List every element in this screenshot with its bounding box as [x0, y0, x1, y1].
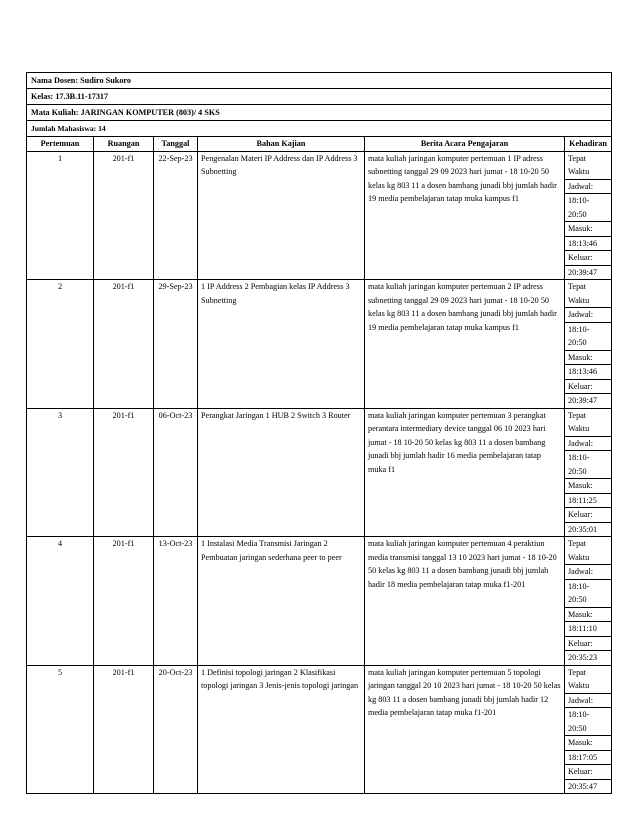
- table-row: [27, 537, 612, 666]
- cell-tanggal: 06-Oct-23: [154, 408, 198, 537]
- kehadiran-line: Tepat Waktu: [565, 280, 611, 308]
- cell-pertemuan: 5: [27, 665, 94, 794]
- kehadiran-line: 20:39:47: [568, 267, 598, 277]
- kehadiran-line: Jadwal:: [565, 308, 611, 323]
- cell-kehadiran: [565, 408, 612, 537]
- cell-pertemuan: 3: [27, 408, 94, 537]
- cell-ruangan: 201-f1: [94, 665, 154, 794]
- kehadiran-line: Masuk:: [565, 351, 611, 366]
- dosen-line: Nama Dosen: Sudiro Sukoro: [27, 73, 612, 89]
- kehadiran-line: 18:10-20:50: [565, 194, 611, 222]
- kehadiran-line: 18:17:05: [565, 751, 611, 766]
- cell-bahan: Perangkat Jaringan 1 HUB 2 Switch 3 Router: [198, 408, 365, 537]
- kehadiran-line: Masuk:: [565, 736, 611, 751]
- column-header-row: [27, 137, 612, 152]
- kehadiran-line: Tepat Waktu: [565, 537, 611, 565]
- attendance-table: [26, 72, 612, 794]
- kehadiran-line: Masuk:: [565, 608, 611, 623]
- kehadiran-line: 20:39:47: [568, 396, 598, 405]
- kehadiran-line: 20:35:47: [568, 781, 598, 791]
- kehadiran-line: 18:10-20:50: [565, 323, 611, 351]
- kehadiran-line: Jadwal:: [565, 565, 611, 580]
- kehadiran-line: 18:13:46: [565, 365, 611, 380]
- document-page: [26, 72, 611, 794]
- kehadiran-line: Keluar:: [565, 508, 611, 523]
- table-row: [27, 408, 612, 537]
- table-row: [27, 280, 612, 409]
- kehadiran-line: Keluar:: [565, 380, 611, 395]
- kehadiran-line: Jadwal:: [565, 437, 611, 452]
- cell-tanggal: 20-Oct-23: [154, 665, 198, 794]
- cell-berita: mata kuliah jaringan komputer pertemuan 1 IP adress subnetting tanggal 29 09 2023 hari jumat - 18 10-20 50 kelas kg 803 11 a dosen bambang junadi bbj jumlah hadir 19 media pembelajaran tatap muka kampus f1: [365, 151, 565, 280]
- cell-kehadiran: [565, 280, 612, 409]
- kehadiran-line: Jadwal:: [565, 694, 611, 709]
- kehadiran-line: Masuk:: [565, 479, 611, 494]
- table-row: [27, 665, 612, 794]
- cell-berita: mata kuliah jaringan komputer pertemuan 5 topologi jaringan tanggal 20 10 2023 hari jumat - 18 10-20 50 kelas kg 803 11 a dosen bambang junadi bbj jumlah hadir 12 media pembelajaran tatap muka f1-201: [365, 665, 565, 794]
- kehadiran-line: 18:11:25: [565, 494, 611, 509]
- kehadiran-line: Keluar:: [565, 251, 611, 266]
- kehadiran-line: Tepat Waktu: [565, 409, 611, 437]
- kehadiran-line: Jadwal:: [565, 180, 611, 195]
- cell-bahan: 1 Definisi topologi jaringan 2 Klasifikasi topologi jaringan 3 Jenis-jenis topologi jaringan: [198, 665, 365, 794]
- kelas-line: Kelas: 17.3B.11-17317: [27, 89, 612, 105]
- cell-tanggal: 13-Oct-23: [154, 537, 198, 666]
- cell-pertemuan: 2: [27, 280, 94, 409]
- col-tanggal: Tanggal: [154, 137, 198, 152]
- cell-pertemuan: 1: [27, 151, 94, 280]
- kehadiran-line: 18:13:46: [565, 237, 611, 252]
- kehadiran-line: 18:11:10: [565, 622, 611, 637]
- kehadiran-line: 18:10-20:50: [565, 708, 611, 736]
- kehadiran-line: 18:10-20:50: [565, 580, 611, 608]
- table-row: [27, 151, 612, 280]
- cell-berita: mata kuliah jaringan komputer pertemuan 4 peraktiun media transmisi tanggal 13 10 2023 hari jumat - 18 10-20 50 kelas kg 803 11 a dosen bambang junadi bbj jumlah hadir 18 media pembelajaran tatap muka f1-201: [365, 537, 565, 666]
- kehadiran-line: Tepat Waktu: [565, 152, 611, 180]
- cell-ruangan: 201-f1: [94, 151, 154, 280]
- cell-ruangan: 201-f1: [94, 280, 154, 409]
- cell-kehadiran: [565, 537, 612, 666]
- col-pertemuan: Pertemuan: [27, 137, 94, 152]
- cell-bahan: 1 Instalasi Media Transmisi Jaringan 2 Pembuatan jaringan sederhana peer to peer: [198, 537, 365, 666]
- kehadiran-line: 20:35:23: [568, 653, 598, 662]
- kehadiran-line: Masuk:: [565, 222, 611, 237]
- kehadiran-line: 20:35:01: [568, 524, 598, 534]
- cell-kehadiran: [565, 151, 612, 280]
- cell-bahan: 1 IP Address 2 Pembagian kelas IP Address 3 Subnetting: [198, 280, 365, 409]
- cell-berita: mata kuliah jaringan komputer pertemuan 3 perangkat perantara intermediary device tanggal 06 10 2023 hari jumat - 18 10-20 50 kelas kg 803 11 a dosen bambang junadi bbj jumlah hadir 16 media pembelajaran tatap muka f1: [365, 408, 565, 537]
- col-ruangan: Ruangan: [94, 137, 154, 152]
- col-bahan: Bahan Kajian: [198, 137, 365, 152]
- cell-berita: mata kuliah jaringan komputer pertemuan 2 IP adress subnetting tanggal 29 09 2023 hari jumat - 18 10-20 50 kelas kg 803 11 a dosen bambang junadi bbj jumlah hadir 19 media pembelajaran tatap muka kampus f1: [365, 280, 565, 409]
- kehadiran-line: Keluar:: [565, 637, 611, 652]
- kehadiran-line: 18:10-20:50: [565, 451, 611, 479]
- cell-pertemuan: 4: [27, 537, 94, 666]
- cell-tanggal: 22-Sep-23: [154, 151, 198, 280]
- matkul-line: Mata Kuliah: JARINGAN KOMPUTER (803)/ 4 SKS: [27, 105, 612, 121]
- cell-tanggal: 29-Sep-23: [154, 280, 198, 409]
- kehadiran-line: Keluar:: [565, 765, 611, 780]
- col-kehadiran: Kehadiran: [565, 137, 612, 152]
- cell-bahan: Pengenalan Materi IP Address dan IP Address 3 Subnetting: [198, 151, 365, 280]
- col-berita: Berita Acara Pengajaran: [365, 137, 565, 152]
- kehadiran-line: Tepat Waktu: [565, 666, 611, 694]
- cell-kehadiran: [565, 665, 612, 794]
- cell-ruangan: 201-f1: [94, 537, 154, 666]
- cell-ruangan: 201-f1: [94, 408, 154, 537]
- jumlah-line: Jumlah Mahasiswa: 14: [27, 121, 612, 137]
